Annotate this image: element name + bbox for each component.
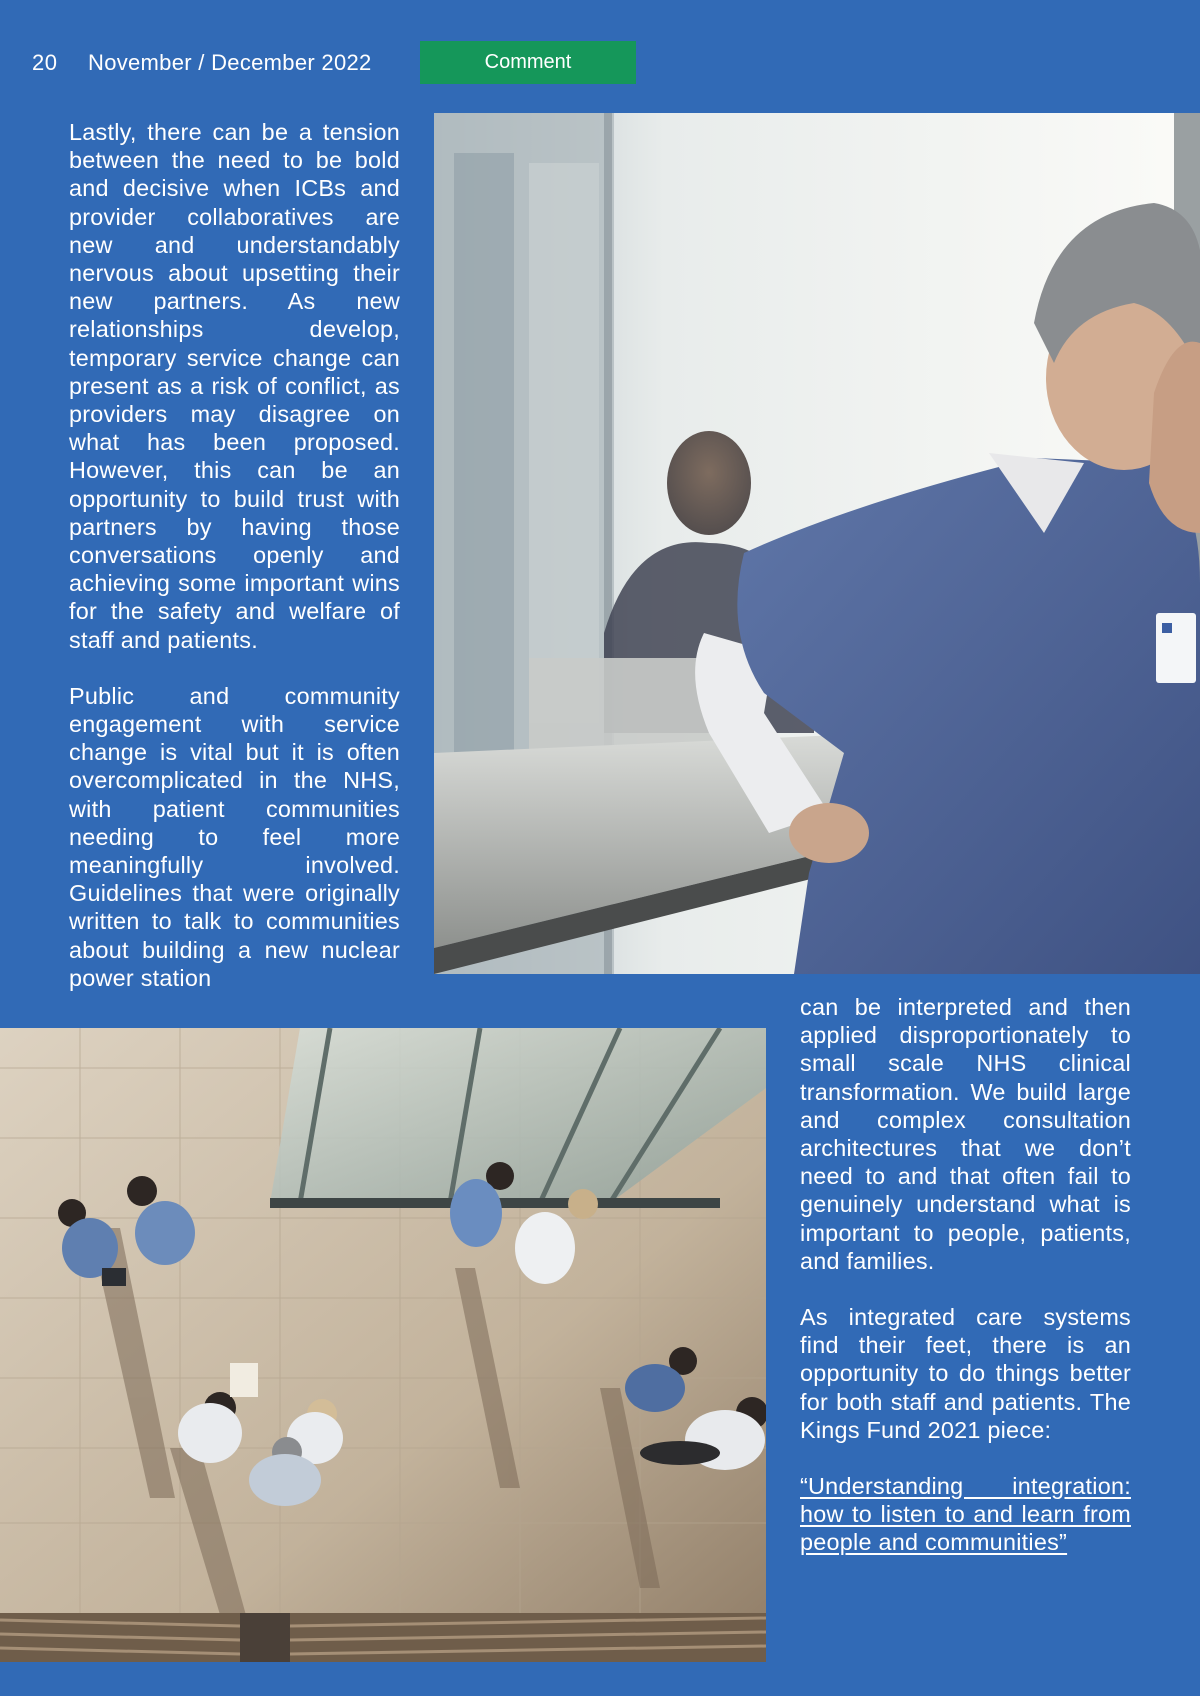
- article-right-column: [800, 993, 1131, 1557]
- page-number: 20: [32, 50, 58, 75]
- photo-nurse-with-headache: [434, 113, 1200, 974]
- article-paragraph: As integrated care systems find their feet, there is an opportunity to do things better for both staff and patients. The Kings Fund 2021 piece:: [800, 1304, 1131, 1443]
- photo-aerial-hospital-staff: [0, 1028, 766, 1662]
- article-left-column: [69, 118, 400, 992]
- article-paragraph: Public and community engagement with service change is vital but it is often overcomplicated in the NHS, with patient communities needing to feel more meaningfully involved. Guidelines that were originally written to talk to communities about building a new nuclear power station: [69, 682, 400, 991]
- issue-date: November / December 2022: [88, 50, 372, 75]
- section-badge: Comment: [420, 41, 636, 84]
- article-paragraph: Lastly, there can be a tension between the need to be bold and decisive when ICBs and provider collaboratives are new and understandably nervous about upsetting their new partners. As new relationships develop, temporary service change can present as a risk of conflict, as providers may disagree on what has been proposed. However, this can be an opportunity to build trust with partners by having those conversations openly and achieving some important wins for the safety and welfare of staff and patients.: [69, 119, 400, 653]
- page-header: [0, 0, 1200, 110]
- article-paragraph: can be interpreted and then applied disproportionately to small scale NHS clinical transformation. We build large and complex consultation architectures that we don’t need to and that often fail to genuinely understand what is important to people, patients, and families.: [800, 994, 1131, 1274]
- kings-fund-report-link[interactable]: “Understanding integration: how to listen to and learn from people and communities”: [800, 1473, 1131, 1556]
